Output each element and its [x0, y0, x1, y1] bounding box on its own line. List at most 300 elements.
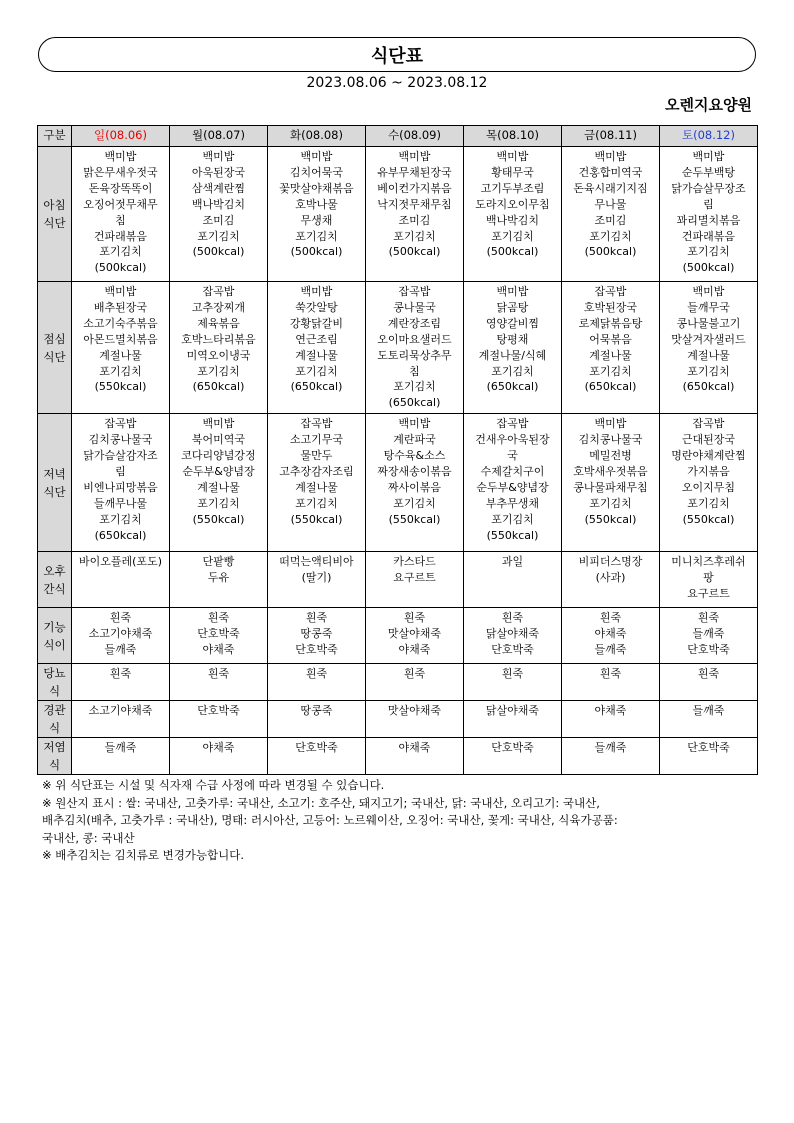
- menu-item: (500kcal): [682, 261, 735, 275]
- menu-cell-dinner-sun: [72, 414, 170, 552]
- table-row-low-salt-diet: [38, 738, 758, 775]
- menu-item: 포기김치: [99, 245, 142, 259]
- menu-item: 건파래볶음: [93, 229, 148, 243]
- row-label-line: 식: [48, 721, 61, 736]
- menu-cell-tube-feeding-fri: [562, 701, 660, 738]
- menu-item: 포기김치: [491, 229, 534, 243]
- menu-item: (650kcal): [192, 380, 245, 394]
- page-title: [38, 37, 756, 72]
- menu-item: 들깨죽: [594, 741, 627, 755]
- menu-item: 김치어묵국: [289, 165, 344, 179]
- menu-item: 소고기숙주볶음: [83, 316, 158, 330]
- menu-item: 잡곡밥: [202, 285, 235, 298]
- menu-item: (650kcal): [94, 528, 147, 542]
- menu-item: 순두부&양념장: [476, 480, 549, 494]
- menu-item: 계절나물: [295, 348, 338, 362]
- note-line: ※ 위 식단표는 시설 및 식자재 수급 사정에 따라 변경될 수 있습니다.: [42, 778, 385, 792]
- menu-item: 김치콩나물국: [88, 433, 153, 447]
- menu-item: 계란장조림: [387, 316, 442, 330]
- menu-item: 들깨무국: [687, 300, 730, 314]
- menu-item: 포기김치: [99, 364, 142, 378]
- menu-item: 돈육장똑똑이: [88, 181, 153, 195]
- menu-item: 고기두부조림: [480, 181, 545, 195]
- menu-item: 계절나물: [99, 348, 142, 362]
- row-label-tube-feeding: [38, 701, 72, 738]
- menu-item: 제육볶음: [197, 316, 240, 330]
- row-label-line: 식단: [43, 216, 66, 230]
- menu-item: 꽃맛살야채볶음: [279, 181, 354, 195]
- menu-item: 계절나물: [687, 348, 730, 362]
- menu-item: 잡곡밥: [594, 285, 627, 298]
- menu-cell-tube-feeding-thu: [464, 701, 562, 738]
- menu-item: 짜사이볶음: [387, 480, 442, 494]
- menu-item: 호박된장국: [583, 300, 638, 314]
- header-day-sat: 토(08.12): [660, 126, 758, 147]
- menu-item: 무나물: [594, 197, 627, 211]
- menu-item: 카스타드: [393, 555, 436, 569]
- menu-cell-low-salt-diet-tue: [268, 738, 366, 775]
- row-label-breakfast: [38, 147, 72, 282]
- menu-item: 어묵볶음: [589, 332, 632, 346]
- menu-cell-breakfast-mon: [170, 147, 268, 282]
- menu-item: 들깨죽: [692, 627, 725, 641]
- menu-cell-diabetic-diet-thu: [464, 664, 562, 701]
- menu-item: 김치콩나물국: [578, 433, 643, 447]
- menu-item: 흰죽: [305, 667, 328, 681]
- menu-item: 호박느타리볶음: [181, 332, 256, 346]
- menu-item: 들깨죽: [104, 741, 137, 755]
- table-row-breakfast: [38, 147, 758, 282]
- menu-item: 단호박죽: [295, 643, 338, 657]
- menu-item: 잡곡밥: [692, 417, 725, 431]
- menu-item: 강황닭갈비: [289, 316, 344, 330]
- menu-item: 흰죽: [305, 611, 328, 625]
- menu-item: 포기김치: [295, 364, 338, 378]
- menu-item: 비엔나피망볶음: [83, 480, 158, 494]
- menu-item: 백미밥: [398, 417, 431, 431]
- menu-item: 포기김치: [687, 364, 730, 378]
- menu-item: 야채죽: [398, 741, 431, 755]
- menu-item: 단호박죽: [491, 741, 534, 755]
- menu-cell-lunch-mon: [170, 282, 268, 414]
- menu-item: 잡곡밥: [104, 417, 137, 431]
- menu-item: 흰죽: [207, 667, 230, 681]
- note-line: ※ 원산지 표시 : 쌀: 국내산, 고춧가루: 국내산, 소고기: 호주산, 돼지고기; 국내산, 닭: 국내산, 오리고기: 국내산,: [42, 795, 600, 810]
- menu-item: 단호박죽: [491, 643, 534, 657]
- menu-cell-lunch-sun: [72, 282, 170, 414]
- row-label-line: 아침: [43, 198, 66, 212]
- menu-item: 백미밥: [202, 150, 235, 163]
- menu-item: 오이마요샐러드: [377, 332, 452, 346]
- menu-item: 오이지무침: [681, 480, 736, 494]
- menu-item: 비피더스명장: [578, 555, 643, 569]
- menu-item: 아몬드멸치볶음: [83, 332, 158, 346]
- menu-item: 맑은무새우젓국: [83, 165, 158, 179]
- menu-item: 닭곰탕: [496, 300, 529, 314]
- menu-cell-functional-diet-wed: [366, 608, 464, 664]
- menu-item: 베이컨가지볶음: [377, 181, 452, 195]
- row-label-line: 식단: [43, 484, 66, 499]
- header-label: 구분: [38, 126, 72, 147]
- header-day-wed: 수(08.09): [366, 126, 464, 147]
- menu-cell-low-salt-diet-fri: [562, 738, 660, 775]
- menu-item: 잡곡밥: [496, 417, 529, 431]
- menu-item: 맛살야채죽: [387, 627, 442, 641]
- row-label-line: 식: [48, 758, 61, 773]
- menu-item: 포기김치: [99, 512, 142, 526]
- menu-item: 백미밥: [594, 150, 627, 163]
- menu-item: 아욱된장국: [191, 165, 246, 179]
- menu-item: 단호박죽: [687, 643, 730, 657]
- menu-item: 부추무생채: [485, 496, 540, 510]
- row-label-line: 저염: [43, 740, 66, 755]
- menu-item: 탕수육&소스: [383, 449, 446, 463]
- menu-item: 꽈리멸치볶음: [676, 213, 741, 227]
- menu-item: 무생채: [300, 213, 333, 227]
- menu-item: (사과): [595, 571, 626, 585]
- menu-item: 포기김치: [589, 229, 632, 243]
- menu-item: 침: [409, 364, 420, 378]
- menu-item: 들깨죽: [594, 643, 627, 657]
- menu-item: 단호박죽: [197, 627, 240, 641]
- menu-item: 흰죽: [403, 611, 426, 625]
- menu-cell-low-salt-diet-wed: [366, 738, 464, 775]
- menu-item: (550kcal): [486, 528, 539, 542]
- menu-item: 포기김치: [589, 364, 632, 378]
- menu-cell-diabetic-diet-sun: [72, 664, 170, 701]
- menu-item: (650kcal): [290, 380, 343, 394]
- menu-cell-snack-tue: [268, 552, 366, 608]
- menu-item: 백미밥: [104, 285, 137, 298]
- notes: [42, 777, 754, 865]
- menu-cell-diabetic-diet-wed: [366, 664, 464, 701]
- menu-item: 백미밥: [594, 417, 627, 431]
- menu-cell-tube-feeding-sun: [72, 701, 170, 738]
- menu-item: 소고기무국: [289, 433, 344, 447]
- menu-item: 유부무채된장국: [377, 165, 452, 179]
- menu-cell-snack-sun: [72, 552, 170, 608]
- menu-item: 흰죽: [501, 611, 524, 625]
- menu-item: 연근조림: [295, 332, 338, 346]
- row-label-line: 경관: [43, 703, 66, 718]
- menu-item: 닭살야채죽: [485, 627, 540, 641]
- menu-item: 들깨무나물: [93, 496, 148, 510]
- menu-item: 콩나물불고기: [676, 316, 741, 330]
- menu-cell-snack-thu: [464, 552, 562, 608]
- header-day-sun: 일(08.06): [72, 126, 170, 147]
- menu-item: 가지볶음: [687, 464, 730, 478]
- menu-item: 들깨죽: [692, 704, 725, 718]
- menu-item: 맛살겨자샐러드: [671, 332, 746, 346]
- menu-item: 야채죽: [202, 643, 235, 657]
- menu-item: 콩나물파채무침: [573, 480, 648, 494]
- menu-item: 닭살야채죽: [485, 704, 540, 718]
- menu-item: 메밀전병: [589, 449, 632, 463]
- menu-item: 흰죽: [697, 667, 720, 681]
- table-row-lunch: [38, 282, 758, 414]
- menu-item: 건파래볶음: [681, 229, 736, 243]
- menu-cell-breakfast-fri: [562, 147, 660, 282]
- menu-item: 백나박김치: [191, 197, 246, 211]
- menu-item: 명란야채계란찜: [671, 449, 746, 463]
- menu-item: 포기김치: [589, 496, 632, 510]
- menu-period: 2023.08.06 ~ 2023.08.12: [306, 75, 488, 91]
- table-body: [38, 147, 758, 775]
- menu-item: 백미밥: [104, 150, 137, 163]
- menu-item: (650kcal): [388, 396, 441, 410]
- menu-item: 백미밥: [300, 285, 333, 298]
- menu-item: 흰죽: [109, 667, 132, 681]
- menu-item: (500kcal): [94, 261, 147, 275]
- menu-cell-snack-mon: [170, 552, 268, 608]
- menu-item: 미역오이냉국: [186, 348, 251, 362]
- menu-item: 짜장새송이볶음: [377, 464, 452, 478]
- menu-item: 닭가슴살감자조: [83, 449, 158, 463]
- menu-cell-lunch-fri: [562, 282, 660, 414]
- menu-cell-functional-diet-tue: [268, 608, 366, 664]
- menu-item: 포기김치: [491, 512, 534, 526]
- menu-item: 조미김: [398, 213, 431, 227]
- menu-cell-dinner-sat: [660, 414, 758, 552]
- page-title-text: 식단표: [370, 45, 424, 67]
- menu-cell-dinner-thu: [464, 414, 562, 552]
- menu-cell-tube-feeding-mon: [170, 701, 268, 738]
- menu-item: 잡곡밥: [398, 285, 431, 298]
- menu-cell-functional-diet-sat: [660, 608, 758, 664]
- menu-item: 포기김치: [295, 496, 338, 510]
- row-label-snack: [38, 552, 72, 608]
- menu-item: 국: [507, 449, 518, 463]
- menu-item: 단팥빵: [202, 555, 235, 569]
- menu-item: (딸기): [301, 571, 332, 585]
- menu-item: (550kcal): [290, 512, 343, 526]
- menu-item: 조미김: [202, 213, 235, 227]
- menu-cell-snack-sat: [660, 552, 758, 608]
- menu-item: 조미김: [594, 213, 627, 227]
- header-day-tue: 화(08.08): [268, 126, 366, 147]
- menu-item: (500kcal): [192, 245, 245, 259]
- menu-item: 두유: [207, 571, 230, 585]
- menu-cell-diabetic-diet-tue: [268, 664, 366, 701]
- menu-cell-functional-diet-sun: [72, 608, 170, 664]
- menu-cell-low-salt-diet-sun: [72, 738, 170, 775]
- menu-item: 오징어젓무채무: [83, 197, 158, 211]
- menu-item: 포기김치: [393, 229, 436, 243]
- menu-item: 요구르트: [687, 587, 730, 601]
- menu-item: 도라지오이무침: [475, 197, 550, 211]
- menu-item: 야채죽: [398, 643, 431, 657]
- menu-item: 도토리묵상추무: [377, 348, 452, 362]
- menu-cell-breakfast-sun: [72, 147, 170, 282]
- table-row-snack: [38, 552, 758, 608]
- menu-item: 계절나물: [589, 348, 632, 362]
- menu-item: 백미밥: [300, 150, 333, 163]
- menu-cell-lunch-wed: [366, 282, 464, 414]
- menu-item: 포기김치: [393, 380, 436, 394]
- menu-item: 포기김치: [197, 496, 240, 510]
- note-line: 배추김치(배추, 고춧가루 : 국내산), 명태: 러시아산, 고등어: 노르웨이산, 오징어: 국내산, 꽃게: 국내산, 식육가공품:: [42, 813, 618, 827]
- menu-cell-functional-diet-thu: [464, 608, 562, 664]
- menu-item: 림: [703, 197, 714, 211]
- menu-item: 계절나물/식혜: [478, 348, 547, 362]
- table-header-row: [38, 126, 758, 147]
- menu-item: 땅콩죽: [300, 627, 333, 641]
- menu-item: 순두부&양념장: [182, 464, 255, 478]
- menu-table: [37, 125, 758, 775]
- menu-cell-diabetic-diet-mon: [170, 664, 268, 701]
- menu-item: 포기김치: [491, 364, 534, 378]
- table-row-functional-diet: [38, 608, 758, 664]
- menu-item: 과일: [501, 555, 524, 569]
- menu-cell-dinner-tue: [268, 414, 366, 552]
- menu-item: 백나박김치: [485, 213, 540, 227]
- row-label-functional-diet: [38, 608, 72, 664]
- menu-item: 땅콩죽: [300, 704, 333, 718]
- menu-item: (500kcal): [584, 245, 637, 259]
- menu-cell-diabetic-diet-sat: [660, 664, 758, 701]
- row-label-line: 식: [48, 684, 61, 699]
- menu-item: 단호박죽: [295, 741, 338, 755]
- menu-item: 팡: [703, 571, 714, 585]
- menu-item: 계절나물: [197, 480, 240, 494]
- menu-item: 순두부백탕: [681, 165, 736, 179]
- menu-cell-lunch-sat: [660, 282, 758, 414]
- menu-item: 백미밥: [692, 150, 725, 163]
- menu-item: 흰죽: [599, 667, 622, 681]
- menu-cell-low-salt-diet-mon: [170, 738, 268, 775]
- menu-cell-lunch-tue: [268, 282, 366, 414]
- menu-item: 배추된장국: [93, 300, 148, 314]
- menu-cell-low-salt-diet-thu: [464, 738, 562, 775]
- menu-item: 흰죽: [501, 667, 524, 681]
- menu-item: (550kcal): [682, 512, 735, 526]
- menu-item: 호박나물: [295, 197, 338, 211]
- menu-item: 소고기야채죽: [88, 704, 153, 718]
- menu-cell-functional-diet-mon: [170, 608, 268, 664]
- row-label-diabetic-diet: [38, 664, 72, 701]
- row-label-line: 간식: [43, 581, 66, 596]
- menu-item: 포기김치: [295, 229, 338, 243]
- menu-item: (650kcal): [584, 380, 637, 394]
- menu-cell-dinner-fri: [562, 414, 660, 552]
- menu-item: (550kcal): [94, 380, 147, 394]
- header-day-thu: 목(08.10): [464, 126, 562, 147]
- row-label-line: 점심: [43, 331, 66, 346]
- menu-item: 로제닭볶음탕: [578, 316, 643, 330]
- menu-item: 바이오플레(포도): [79, 555, 162, 569]
- menu-item: 삼색계란찜: [191, 181, 246, 195]
- menu-item: 잡곡밥: [300, 417, 333, 431]
- menu-item: 황태무국: [491, 165, 534, 179]
- menu-item: 백미밥: [398, 150, 431, 163]
- menu-item: 백미밥: [496, 285, 529, 298]
- row-label-line: 오후: [43, 563, 66, 578]
- menu-item: 포기김치: [687, 496, 730, 510]
- note-line: 국내산, 콩: 국내산: [42, 830, 135, 845]
- menu-item: 포기김치: [393, 496, 436, 510]
- menu-item: 콩나물국: [393, 300, 436, 314]
- menu-item: 흰죽: [599, 611, 622, 625]
- menu-item: 근대된장국: [681, 433, 736, 447]
- menu-cell-breakfast-tue: [268, 147, 366, 282]
- menu-item: 포기김치: [197, 364, 240, 378]
- table-row-diabetic-diet: [38, 664, 758, 701]
- menu-item: (550kcal): [192, 512, 245, 526]
- menu-item: 흰죽: [697, 611, 720, 625]
- menu-item: 침: [115, 213, 126, 227]
- row-label-line: 당뇨: [43, 666, 66, 681]
- menu-item: 림: [115, 464, 126, 478]
- row-label-line: 저녁: [43, 466, 66, 481]
- menu-item: (550kcal): [584, 512, 637, 526]
- menu-cell-tube-feeding-sat: [660, 701, 758, 738]
- row-label-low-salt-diet: [38, 738, 72, 775]
- row-label-dinner: [38, 414, 72, 552]
- menu-item: 건홍합미역국: [578, 165, 643, 179]
- menu-item: 맛살야채죽: [387, 704, 442, 718]
- menu-item: 고추장찌개: [191, 300, 246, 314]
- menu-item: 요구르트: [393, 571, 436, 585]
- menu-item: (650kcal): [486, 380, 539, 394]
- facility-name: 오렌지요양원: [665, 96, 752, 114]
- menu-item: 미니치즈후레쉬: [671, 555, 746, 569]
- menu-item: 백미밥: [692, 285, 725, 298]
- menu-item: (500kcal): [388, 245, 441, 259]
- menu-item: (650kcal): [682, 380, 735, 394]
- menu-item: 야채죽: [594, 627, 627, 641]
- menu-item: 들깨죽: [104, 643, 137, 657]
- menu-item: 영양갈비찜: [485, 316, 540, 330]
- table-row-dinner: [38, 414, 758, 552]
- row-label-line: 식단: [43, 349, 66, 364]
- menu-item: 백미밥: [496, 150, 529, 163]
- menu-cell-functional-diet-fri: [562, 608, 660, 664]
- menu-item: 단호박죽: [687, 741, 730, 755]
- menu-item: 흰죽: [109, 611, 132, 625]
- menu-cell-breakfast-wed: [366, 147, 464, 282]
- menu-item: 탕평채: [496, 332, 529, 346]
- menu-item: 야채죽: [594, 704, 627, 718]
- menu-item: 포기김치: [197, 229, 240, 243]
- menu-item: 물만두: [300, 449, 333, 463]
- menu-item: 계란파국: [393, 433, 436, 447]
- menu-item: 닭가슴살무장조: [671, 181, 746, 195]
- menu-item: 건새우아욱된장: [475, 433, 550, 447]
- menu-cell-snack-wed: [366, 552, 464, 608]
- menu-item: 야채죽: [202, 741, 235, 755]
- menu-cell-snack-fri: [562, 552, 660, 608]
- menu-item: (550kcal): [388, 512, 441, 526]
- header-day-mon: 월(08.07): [170, 126, 268, 147]
- menu-item: 백미밥: [202, 417, 235, 431]
- menu-cell-diabetic-diet-fri: [562, 664, 660, 701]
- menu-item: 고추장감자조림: [279, 464, 354, 478]
- row-label-line: 식이: [43, 637, 66, 652]
- note-line: ※ 배추김치는 김치류로 변경가능합니다.: [42, 848, 244, 862]
- menu-item: (500kcal): [290, 245, 343, 259]
- menu-item: 수제갈치구이: [480, 464, 545, 478]
- row-label-lunch: [38, 282, 72, 414]
- menu-item: 호박새우젓볶음: [573, 464, 648, 478]
- menu-item: 단호박죽: [197, 704, 240, 718]
- menu-item: 흰죽: [403, 667, 426, 681]
- menu-cell-lunch-thu: [464, 282, 562, 414]
- menu-item: 흰죽: [207, 611, 230, 625]
- header-day-fri: 금(08.11): [562, 126, 660, 147]
- menu-item: 북어미역국: [191, 433, 246, 447]
- row-label-line: 기능: [43, 619, 66, 634]
- menu-cell-tube-feeding-wed: [366, 701, 464, 738]
